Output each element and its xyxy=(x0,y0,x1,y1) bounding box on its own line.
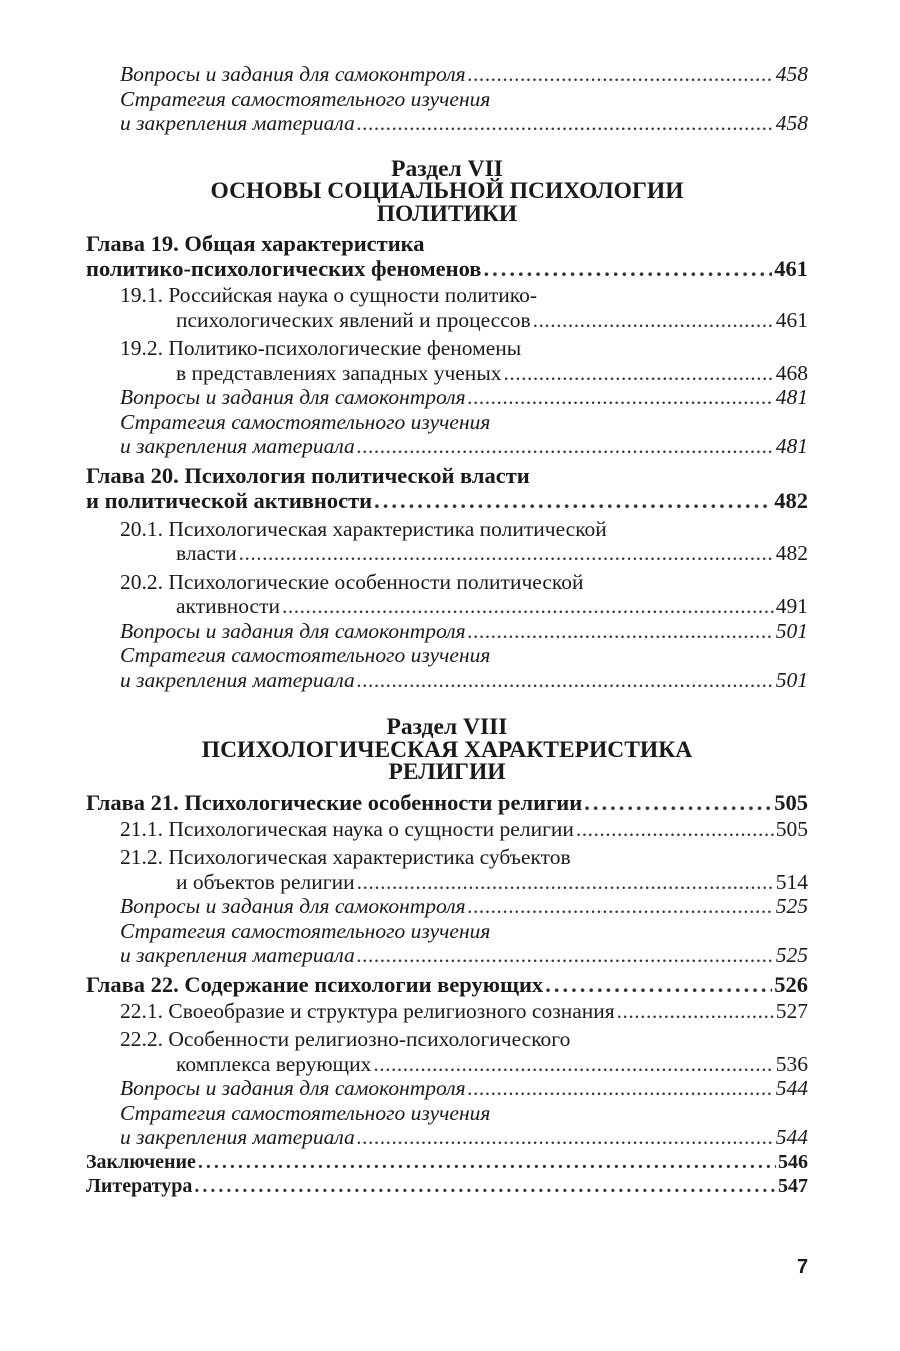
table-of-contents xyxy=(86,62,808,1198)
chapter-19-title: Глава 19. Общая характеристика xyxy=(86,231,425,256)
section-heading-7: Раздел VII ОСНОВЫ СОЦИАЛЬНОЙ ПСИХОЛОГИИ ПОЛИТИКИ xyxy=(210,155,684,227)
toc-entry-22-questions: Вопросы и задания для самоконтроля ..... 544 xyxy=(86,1076,808,1101)
toc-entry-20-1-cont: власти ..... 482 xyxy=(86,541,808,566)
toc-entry-22-2: 22.2. Особенности религиозно-психологического xyxy=(120,1027,571,1051)
toc-entry-19-strategy: Стратегия самостоятельного изучения xyxy=(120,409,491,434)
toc-entry-19-1-cont: психологических явлений и процессов ..... 461 xyxy=(86,308,808,333)
toc-entry-strategy: Стратегия самостоятельного изучения xyxy=(120,86,491,111)
toc-entry-19-strategy-cont: и закрепления материала ..... 481 xyxy=(86,434,808,459)
toc-entry-21-strategy: Стратегия самостоятельного изучения xyxy=(120,918,491,943)
section-heading-8: Раздел VIII ПСИХОЛОГИЧЕСКАЯ ХАРАКТЕРИСТИКА РЕЛИГИИ xyxy=(201,714,693,785)
toc-entry-21-1: 21.1. Психологическая наука о сущности религии ..... 505 xyxy=(86,817,808,842)
toc-entry-strategy-cont: и закрепления материала ..... 458 xyxy=(86,111,808,136)
page-number: 7 xyxy=(797,1256,809,1278)
toc-entry-conclusion: Заключение ..... 546 xyxy=(86,1150,808,1174)
toc-entry-21-questions: Вопросы и задания для самоконтроля ..... 525 xyxy=(86,894,808,919)
chapter-22-title: Глава 22. Содержание психологии верующих ..... 526 xyxy=(86,972,808,997)
toc-entry-20-strategy: Стратегия самостоятельного изучения xyxy=(120,643,491,667)
toc-entry-21-strategy-cont: и закрепления материала ..... 525 xyxy=(86,943,808,968)
toc-entry-21-2-cont: и объектов религии ..... 514 xyxy=(86,870,808,895)
toc-entry-19-1: 19.1. Российская наука о сущности политико- xyxy=(120,283,538,307)
chapter-19-title-cont: политико-психологических феноменов ..... 461 xyxy=(86,256,808,281)
toc-entry-21-2: 21.2. Психологическая характеристика субъектов xyxy=(120,845,571,869)
chapter-20-title-cont: и политической активности ..... 482 xyxy=(86,488,808,513)
toc-entry-20-2-cont: активности ..... 491 xyxy=(86,594,808,619)
toc-entry-20-questions: Вопросы и задания для самоконтроля ..... 501 xyxy=(86,619,808,644)
toc-entry-20-2: 20.2. Психологические особенности политической xyxy=(120,569,584,594)
toc-entry-22-2-cont: комплекса верующих ..... 536 xyxy=(86,1052,808,1077)
toc-entry-19-2-cont: в представлениях западных ученых ..... 468 xyxy=(86,361,808,386)
chapter-20-title: Глава 20. Психология политической власти xyxy=(86,462,530,488)
chapter-21-title: Глава 21. Психологические особенности религии ..... 505 xyxy=(86,790,808,815)
toc-entry-22-strategy: Стратегия самостоятельного изучения xyxy=(120,1100,491,1125)
toc-entry-19-questions: Вопросы и задания для самоконтроля ..... 481 xyxy=(86,385,808,410)
toc-entry-20-1: 20.1. Психологическая характеристика политической xyxy=(120,516,607,541)
toc-entry-22-strategy-cont: и закрепления материала ..... 544 xyxy=(86,1125,808,1150)
toc-entry-20-strategy-cont: и закрепления материала ..... 501 xyxy=(86,668,808,693)
toc-entry-literature: Литература ..... 547 xyxy=(86,1174,808,1198)
toc-entry-questions: Вопросы и задания для самоконтроля ..... 458 xyxy=(86,62,808,87)
toc-entry-19-2: 19.2. Политико-психологические феномены xyxy=(120,336,522,360)
toc-entry-22-1: 22.1. Своеобразие и структура религиозного сознания ..... 527 xyxy=(86,999,808,1024)
